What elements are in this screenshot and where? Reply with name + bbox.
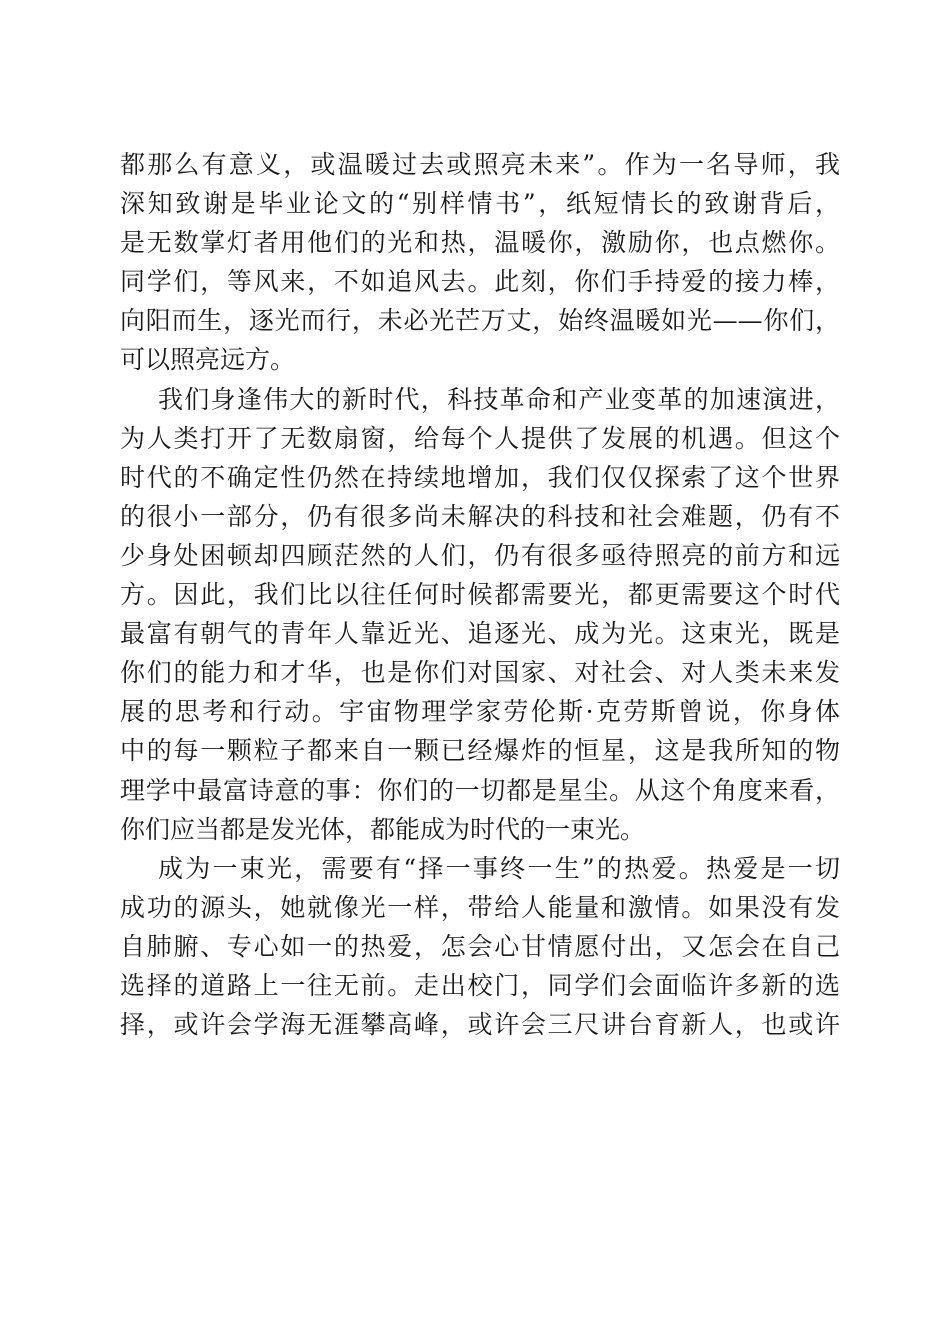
text-line: 可以照亮远方。	[120, 345, 296, 375]
text-line: 深知致谢是毕业论文的“别样情书”，纸短情长的致谢背后，	[120, 189, 840, 219]
body-text	[120, 145, 840, 1044]
text-line: 选择的道路上一往无前。走出校门，同学们会面临许多新的选	[120, 970, 840, 1000]
text-line: 自肺腑、专心如一的热爱，怎会心甘情愿付出，又怎会在自己	[120, 931, 840, 961]
text-line: 的很小一部分，仍有很多尚未解决的科技和社会难题，仍有不	[120, 501, 840, 531]
text-line: 少身处困顿却四顾茫然的人们，仍有很多亟待照亮的前方和远	[120, 540, 840, 570]
text-line: 展的思考和行动。宇宙物理学家劳伦斯·克劳斯曾说，你身体	[120, 697, 840, 727]
text-line: 最富有朝气的青年人靠近光、追逐光、成为光。这束光，既是	[120, 619, 840, 649]
text-line: 成功的源头，她就像光一样，带给人能量和激情。如果没有发	[120, 892, 840, 922]
text-line: 我们身逢伟大的新时代，科技革命和产业变革的加速演进，	[158, 384, 840, 414]
text-line: 方。因此，我们比以往任何时候都需要光，都更需要这个时代	[120, 580, 840, 610]
text-line: 成为一束光，需要有“择一事终一生”的热爱。热爱是一切	[158, 853, 840, 883]
text-line: 你们的能力和才华，也是你们对国家、对社会、对人类未来发	[120, 658, 840, 688]
text-line: 是无数掌灯者用他们的光和热，温暖你，激励你，也点燃你。	[120, 228, 840, 258]
paragraph-2	[120, 380, 840, 849]
text-line: 择，或许会学海无涯攀高峰，或许会三尺讲台育新人，也或许	[120, 1010, 840, 1040]
paragraph-1	[120, 145, 840, 380]
text-line: 同学们，等风来，不如追风去。此刻，你们手持爱的接力棒，	[120, 267, 840, 297]
text-line: 理学中最富诗意的事：你们的一切都是星尘。从这个角度来看，	[120, 775, 840, 805]
text-line: 都那么有意义，或温暖过去或照亮未来”。作为一名导师，我	[120, 150, 840, 179]
text-line: 中的每一颗粒子都来自一颗已经爆炸的恒星，这是我所知的物	[120, 736, 840, 766]
paragraph-3	[120, 849, 840, 1044]
text-line: 向阳而生，逐光而行，未必光芒万丈，始终温暖如光——你们，	[120, 306, 840, 336]
text-line: 为人类打开了无数扇窗，给每个人提供了发展的机遇。但这个	[120, 423, 840, 453]
text-line: 时代的不确定性仍然在持续地增加，我们仅仅探索了这个世界	[120, 462, 840, 492]
text-line: 你们应当都是发光体，都能成为时代的一束光。	[120, 814, 646, 844]
